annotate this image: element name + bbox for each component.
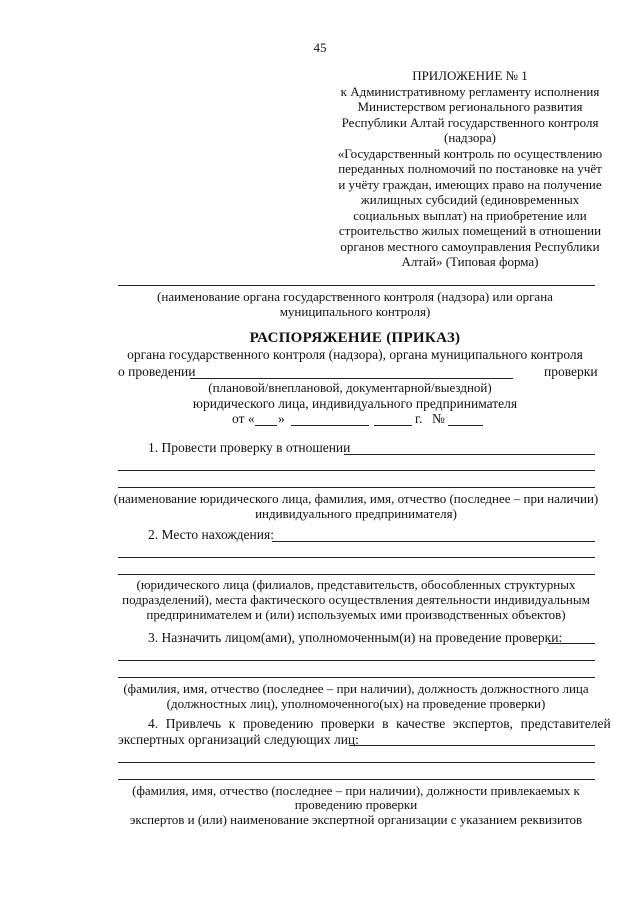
item3-caption-line1: (фамилия, имя, отчество (последнее – при наличии), должность должностного лица bbox=[123, 681, 589, 696]
item1-field-line2[interactable] bbox=[118, 470, 595, 471]
annex-line: социальных выплат) на приобретение или bbox=[353, 207, 587, 223]
annex-line: (надзора) bbox=[444, 130, 496, 145]
date-year-field[interactable] bbox=[374, 425, 412, 426]
date-day-field[interactable] bbox=[255, 425, 277, 426]
item4-field-line2[interactable] bbox=[118, 762, 595, 763]
item2-field-line3[interactable] bbox=[118, 574, 595, 575]
item1-text: 1. Провести проверку в отношении bbox=[148, 440, 351, 455]
item4-field-line3[interactable] bbox=[118, 779, 595, 780]
item4-caption-line2: проведению проверки bbox=[294, 797, 418, 812]
item4-field[interactable] bbox=[349, 745, 595, 746]
document-title: РАСПОРЯЖЕНИЕ (ПРИКАЗ) bbox=[249, 330, 461, 346]
item3-caption-line2: (должностных лиц), уполномоченного(ых) на проведение проверки) bbox=[166, 696, 546, 711]
document-subtitle: органа государственного контроля (надзора), органа муниципального контроля bbox=[127, 347, 583, 362]
item2-field-line2[interactable] bbox=[118, 557, 595, 558]
organ-caption-line2: муниципального контроля) bbox=[279, 304, 431, 319]
item3-text: 3. Назначить лицом(ами), уполномоченным(и) на проведение проверки: bbox=[148, 630, 563, 645]
entity-line: юридического лица, индивидуального предпринимателя bbox=[192, 396, 518, 411]
date-year-label: г. bbox=[415, 411, 423, 426]
item4-caption-line3: экспертов и (или) наименование экспертной организации с указанием реквизитов bbox=[129, 812, 583, 827]
item4-text-line2: экспертных организаций следующих лиц: bbox=[118, 732, 359, 747]
item1-caption-line1: (наименование юридического лица, фамилия, имя, отчество (последнее – при наличии) bbox=[113, 491, 599, 506]
organ-caption-line1: (наименование органа государственного контроля (надзора) или органа bbox=[157, 289, 553, 304]
item2-caption-line2: подразделений), места фактического осуществления деятельности индивидуальным bbox=[122, 592, 590, 607]
item1-field[interactable] bbox=[344, 454, 595, 455]
date-quote-close: » bbox=[278, 411, 285, 426]
annex-line: Республики Алтай государственного контроля bbox=[341, 114, 599, 130]
item2-caption-line1: (юридического лица (филиалов, представительств, обособленных структурных bbox=[136, 577, 576, 592]
annex-line: жилищных субсидий (единовременных bbox=[360, 192, 580, 207]
annex-header bbox=[320, 68, 620, 270]
item1-caption-line2: индивидуального предпринимателя) bbox=[255, 506, 457, 521]
item2-text: 2. Место нахождения: bbox=[148, 527, 274, 542]
inspection-caption: (плановой/внеплановой, документарной/выездной) bbox=[208, 380, 492, 395]
inspection-type-field[interactable] bbox=[190, 378, 513, 379]
organ-name-field[interactable] bbox=[118, 285, 595, 286]
annex-line: «Государственный контроль по осуществлению bbox=[337, 145, 603, 161]
number-label: № bbox=[432, 411, 445, 426]
item1-field-line3[interactable] bbox=[118, 487, 595, 488]
inspection-prefix: о проведении bbox=[118, 364, 196, 379]
order-number-field[interactable] bbox=[448, 425, 483, 426]
annex-line: ПРИЛОЖЕНИЕ № 1 bbox=[412, 68, 528, 83]
item4-caption-line1: (фамилия, имя, отчество (последнее – при наличии), должности привлекаемых к bbox=[132, 783, 580, 798]
date-month-field[interactable] bbox=[291, 425, 369, 426]
item3-field[interactable] bbox=[548, 643, 595, 644]
annex-line: Министерством регионального развития bbox=[357, 99, 583, 114]
item3-field-line2[interactable] bbox=[118, 660, 595, 661]
annex-line: к Административному регламенту исполнения bbox=[340, 83, 600, 99]
date-from-label: от « bbox=[232, 411, 255, 426]
annex-line: строительство жилых помещений в отношении bbox=[338, 223, 602, 238]
annex-line: и учёту граждан, имеющих право на получение bbox=[338, 176, 602, 192]
item2-field[interactable] bbox=[272, 541, 595, 542]
annex-line: Алтай» (Типовая форма) bbox=[401, 254, 539, 269]
page-number: 45 bbox=[313, 40, 327, 55]
item2-caption-line3: предпринимателем и (или) используемых ими производственных объектов) bbox=[146, 607, 566, 622]
annex-line: органов местного самоуправления Республики bbox=[340, 238, 600, 254]
inspection-suffix: проверки bbox=[544, 364, 598, 379]
item3-field-line3[interactable] bbox=[118, 677, 595, 678]
item4-text-line1: 4. Привлечь к проведению проверки в качестве экспертов, представителей bbox=[148, 716, 611, 731]
annex-line: переданных полномочий по постановке на учёт bbox=[338, 161, 602, 176]
